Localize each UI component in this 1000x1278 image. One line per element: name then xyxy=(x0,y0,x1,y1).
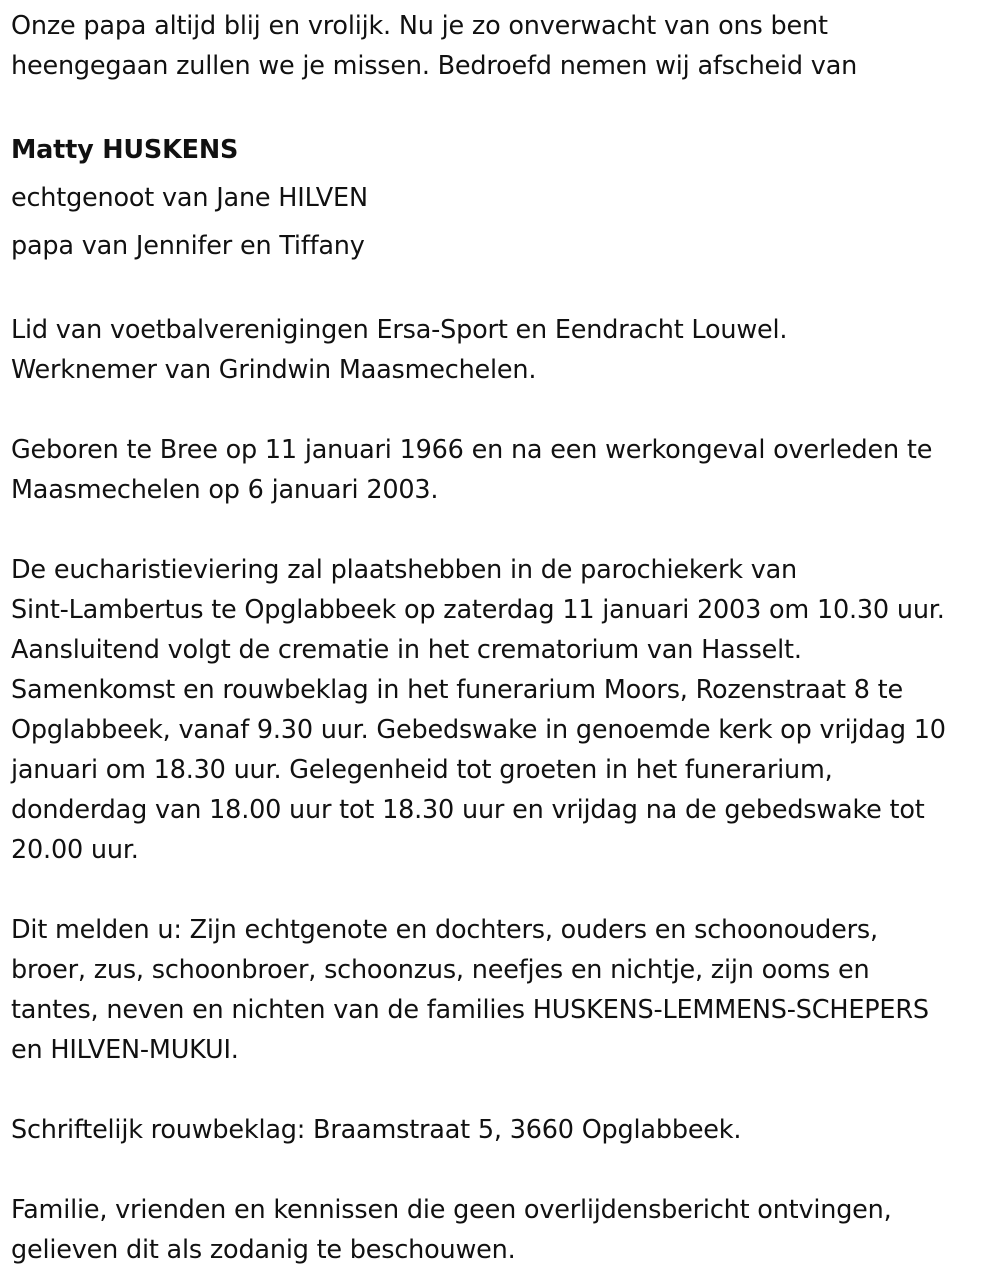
membership-line: Werknemer van Grindwin Maasmechelen. xyxy=(11,355,537,385)
announcers-paragraph xyxy=(11,910,996,1070)
intro-line: heengegaan zullen we je missen. Bedroefd nemen wij afscheid van xyxy=(11,51,858,81)
ceremony-line: De eucharistieviering zal plaatshebben in de parochiekerk van xyxy=(11,555,797,585)
closing-paragraph xyxy=(11,1190,996,1270)
closing-line: Familie, vrienden en kennissen die geen overlijdensbericht ontvingen, xyxy=(11,1195,892,1225)
spacer xyxy=(11,270,996,310)
ceremony-line: Aansluitend volgt de crematie in het crematorium van Hasselt. xyxy=(11,635,802,665)
spacer xyxy=(11,1070,996,1110)
ceremony-line: donderdag van 18.00 uur tot 18.30 uur en vrijdag na de gebedswake tot xyxy=(11,795,925,825)
relations xyxy=(11,174,996,270)
ceremony-line: Opglabbeek, vanaf 9.30 uur. Gebedswake in genoemde kerk op vrijdag 10 xyxy=(11,715,946,745)
ceremony-line: januari om 18.30 uur. Gelegenheid tot groeten in het funerarium, xyxy=(11,755,833,785)
birth-death-line: Maasmechelen op 6 januari 2003. xyxy=(11,475,439,505)
membership-line: Lid van voetbalverenigingen Ersa-Sport en Eendracht Louwel. xyxy=(11,315,788,345)
announcers-line: tantes, neven en nichten van de families HUSKENS-LEMMENS-SCHEPERS xyxy=(11,995,929,1025)
written-condolences-line: Schriftelijk rouwbeklag: Braamstraat 5, 3660 Opglabbeek. xyxy=(11,1115,742,1145)
obituary-document xyxy=(11,6,996,1270)
spacer xyxy=(11,870,996,910)
membership-paragraph xyxy=(11,310,996,390)
written-condolences-paragraph xyxy=(11,1110,996,1150)
announcers-line: Dit melden u: Zijn echtgenote en dochters, ouders en schoonouders, xyxy=(11,915,878,945)
relation-line: papa van Jennifer en Tiffany xyxy=(11,231,365,261)
intro-line: Onze papa altijd blij en vrolijk. Nu je zo onverwacht van ons bent xyxy=(11,11,828,41)
closing-line: gelieven dit als zodanig te beschouwen. xyxy=(11,1235,516,1265)
announcers-line: broer, zus, schoonbroer, schoonzus, neefjes en nichtje, zijn ooms en xyxy=(11,955,870,985)
ceremony-paragraph xyxy=(11,550,996,870)
spacer xyxy=(11,1150,996,1190)
announcers-line: en HILVEN-MUKUI. xyxy=(11,1035,239,1065)
ceremony-line: Samenkomst en rouwbeklag in het funerarium Moors, Rozenstraat 8 te xyxy=(11,675,903,705)
ceremony-line: Sint-Lambertus te Opglabbeek op zaterdag 11 januari 2003 om 10.30 uur. xyxy=(11,595,945,625)
birth-death-paragraph xyxy=(11,430,996,510)
birth-death-line: Geboren te Bree op 11 januari 1966 en na een werkongeval overleden te xyxy=(11,435,933,465)
intro-paragraph xyxy=(11,6,996,86)
spacer xyxy=(11,390,996,430)
spacer xyxy=(11,86,996,126)
ceremony-line: 20.00 uur. xyxy=(11,835,139,865)
deceased-name: Matty HUSKENS xyxy=(11,135,239,165)
spacer xyxy=(11,510,996,550)
relation-line: echtgenoot van Jane HILVEN xyxy=(11,183,368,213)
